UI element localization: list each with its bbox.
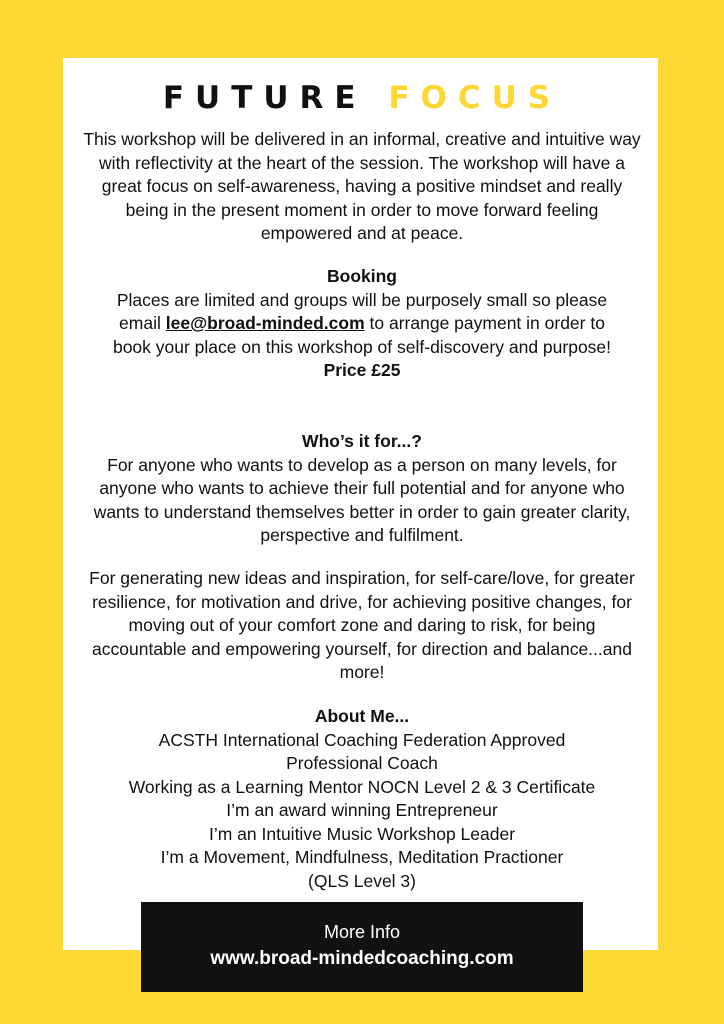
about-item: I’m an Intuitive Music Workshop Leader: [208, 823, 516, 844]
booking-text-after: to arrange payment in order to book your place on this workshop of self-discovery and purpose!: [112, 313, 612, 357]
more-info-label: More Info: [323, 922, 401, 942]
intro-section: [80, 128, 644, 246]
benefits-section: [80, 567, 644, 685]
booking-heading: Booking: [327, 266, 397, 286]
whos-it-for-paragraph-2: For generating new ideas and inspiration, for self-care/love, for greater resilience, for motivation and drive, for achieving positive changes, for moving out of your comfort zone and daring to risk, for being accountable and empowering yourself, for direction and balance...and more!: [89, 568, 635, 682]
about-heading: About Me...: [314, 706, 410, 726]
title-word-future: FUTURE: [162, 80, 367, 116]
about-item: Professional Coach: [286, 753, 438, 773]
about-item: Working as a Learning Mentor NOCN Level 2 & 3 Certificate: [128, 776, 596, 797]
intro-paragraph: This workshop will be delivered in an informal, creative and intuitive way with reflectivity at the heart of the session. The workshop will have a great focus on self-awareness, having a positive mindset and really being in the present moment in order to move forward feeling empowered and at peace.: [83, 129, 641, 243]
more-info-banner[interactable]: [141, 902, 583, 992]
about-item: I’m an award winning Entrepreneur: [226, 800, 498, 820]
about-item: (QLS Level 3): [308, 870, 416, 891]
whos-it-for-paragraph-1: For anyone who wants to develop as a person on many levels, for anyone who wants to achieve their full potential and for anyone who wants to understand themselves better in order to gain greater clarity, perspective and fulfilment.: [93, 454, 631, 545]
booking-text-before: Places are limited and groups will be purposely small so please email: [116, 289, 608, 333]
page-title: [0, 80, 724, 116]
price-label: Price £25: [323, 360, 401, 380]
booking-email-link[interactable]: lee@broad-minded.com: [165, 313, 365, 333]
booking-paragraph: [80, 289, 644, 360]
booking-section: [80, 265, 644, 383]
title-word-focus: FOCUS: [388, 80, 562, 116]
whos-it-for-section: [80, 430, 644, 548]
whos-it-for-heading: Who’s it for...?: [302, 431, 422, 451]
about-item: I’m a Movement, Mindfulness, Meditation Practioner: [160, 847, 564, 867]
about-list: [80, 729, 644, 894]
website-link[interactable]: www.broad-mindedcoaching.com: [210, 948, 514, 969]
about-item: ACSTH International Coaching Federation Approved: [158, 729, 566, 750]
about-section: [80, 705, 644, 893]
